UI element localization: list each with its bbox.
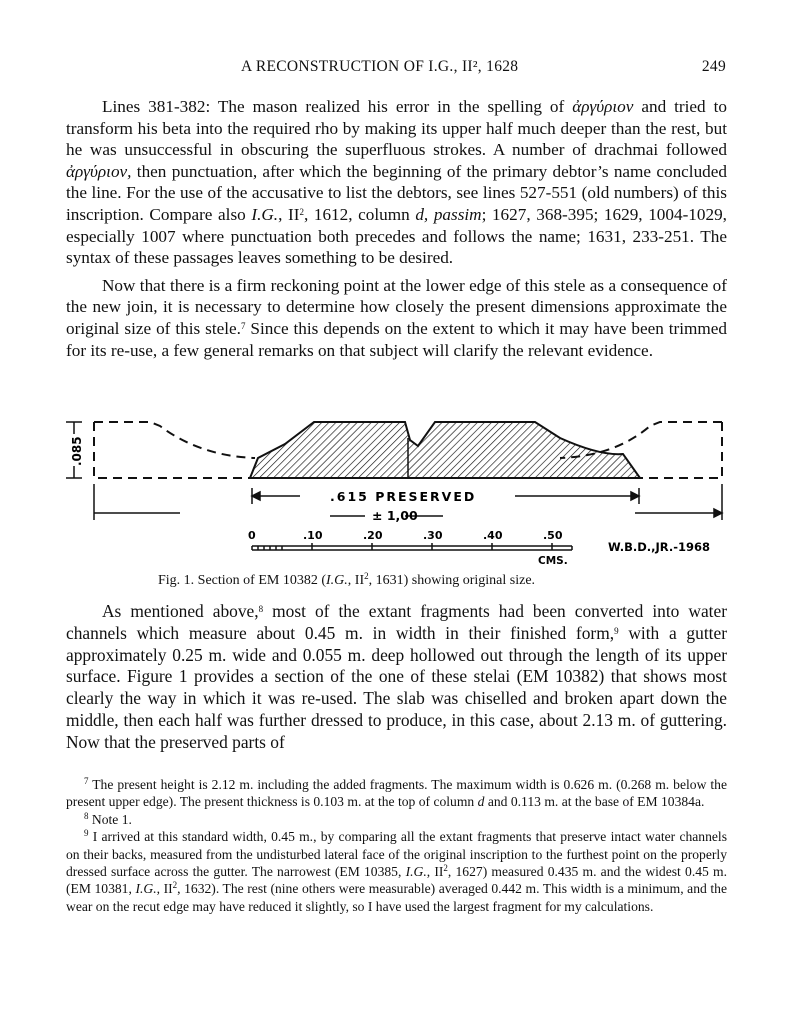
paragraph (66, 96, 727, 269)
scale-tick-label: .20 (363, 529, 383, 542)
text-run: , II (156, 881, 173, 897)
scale-unit: CMS. (538, 555, 568, 567)
scale-tick-label: .10 (303, 529, 323, 542)
scale-tick-label: 0 (248, 529, 256, 542)
body-text-bottom (66, 601, 727, 760)
scale-tick-label: .50 (543, 529, 563, 542)
scale-tick-label: .30 (423, 529, 443, 542)
text-run: The present height is 2.12 m. including the added fragments. The maximum width is 0.626 m. (0.268 m. below the present upper edge). The present thickness is 0.103 m. at the top of column (66, 777, 727, 810)
italic-text: I.G. (326, 573, 348, 588)
footnote-7 (66, 776, 727, 811)
body-text-top (66, 96, 727, 367)
footnote-8 (66, 811, 727, 828)
superscript: 7 (84, 776, 89, 786)
italic-text: I.G. (251, 204, 279, 224)
text-run: , II (278, 204, 300, 224)
running-head (66, 58, 726, 80)
page-number: 249 (701, 58, 726, 75)
text-run: , 1627) measured 0.435 m. and the widest 0.45 m. (EM 10381, (66, 864, 727, 897)
scale-bar (252, 543, 572, 550)
italic-text: ἀργύριον, (66, 161, 132, 181)
paragraph (66, 275, 727, 361)
text-run: I arrived at this standard width, 0.45 m., by comparing all the extant fragments that preserve intact water channels on their backs, measured from the undisturbed lateral face of the original inscription to the furthest point on the properly dressed surface across the gutter. The narrowest (EM 10385, (66, 829, 727, 880)
text-run: and 0.113 m. at the base of EM 10384a. (484, 794, 705, 810)
text-run: As mentioned above, (102, 601, 259, 621)
text-run: , II (347, 573, 365, 588)
text-run: Fig. 1. Section of EM 10382 ( (158, 573, 326, 588)
preserved-label: .615 PRESERVED (330, 489, 477, 504)
text-run: with a gutter approximately 0.25 m. wide and 0.055 m. deep hollowed out through the length of its upper surface. Figure 1 provides a section of the one of these stelai (EM 10382) that shows most clearly the way in which it was re-used. The slab was chiselled and broken apart down the middle, then each half was further dressed to produce, in this case, about 2.13 m. of guttering. Now that the preserved parts of (66, 622, 727, 752)
text-run: Lines 381-382: The mason realized his error in the spelling of (102, 97, 573, 116)
text-run: ; 1627, 368-395; 1629, 1004-1029, especially 1007 where punctuation both precedes and follows the name; 1631, 233-251. The syntax of these passages leaves something to be desired. (66, 204, 727, 268)
superscript: 7 (240, 320, 246, 331)
text-run: , 1612, column (303, 204, 416, 224)
italic-text: ἀργύριον (572, 97, 634, 116)
text-run: then punctuation, after which the beginning of the primary debtor’s name concluded the line. For the use of the accusative to list the debtors, see lines 527-551 (old numbers) of this inscription. Compare also (66, 161, 727, 224)
italic-text: I.G. (405, 864, 427, 880)
superscript: 9 (614, 625, 619, 636)
text-run: Now that there is a firm reckoning point at the lower edge of this stele as a consequence of the new join, it is necessary to determine how closely the present dimensions approximate the original size of this stele. (66, 275, 727, 338)
italic-text: d, passim (415, 204, 482, 224)
figure-credit: W.B.D.,JR.-1968 (608, 540, 711, 554)
text-run: Since this depends on the extent to which it may have been trimmed for its re-use, a few general remarks on that subject will clarify the relevant evidence. (66, 318, 727, 360)
superscript: 8 (258, 604, 264, 614)
italic-text: d (477, 794, 485, 810)
superscript: 2 (364, 571, 369, 581)
superscript: 2 (172, 880, 178, 891)
text-run: , 1632). The rest (nine others were measurable) averaged 0.442 m. This width is a minimum, and the wear on the recut edge may have reduced it slightly, so I have used the largest fragment for my calculations. (66, 881, 727, 914)
text-run: Note 1. (88, 811, 132, 827)
height-label: .085 (70, 436, 84, 466)
text-run: and tried to transform his beta into the required rho by making its upper half much deeper than the rest, but he was unsuccessful in obscuring the superfluous strokes. A number of drachmai followed (66, 97, 727, 160)
footnote-9 (66, 828, 727, 915)
scale-tick-label: .40 (483, 529, 503, 542)
superscript: 2 (299, 206, 304, 217)
text-run: , II (426, 864, 444, 880)
italic-text: I.G. (135, 881, 157, 897)
scale-ticks (248, 529, 563, 542)
figure-1 (60, 408, 740, 598)
superscript: 8 (84, 810, 89, 821)
figure-caption (158, 573, 535, 589)
text-run: , 1631) showing original size. (368, 573, 536, 588)
running-head-title: A RECONSTRUCTION OF I.G., II², 1628 (241, 58, 519, 75)
section-drawing (60, 408, 740, 573)
original-label: ± 1,00 (372, 508, 418, 523)
superscript: 2 (443, 863, 448, 874)
paragraph (66, 601, 727, 754)
superscript: 9 (84, 828, 89, 839)
footnotes (66, 776, 727, 915)
preserved-section (250, 422, 640, 478)
text-run: most of the extant fragments had been converted into water channels which measure about 0.45 m. in width in their finished form, (66, 601, 727, 643)
